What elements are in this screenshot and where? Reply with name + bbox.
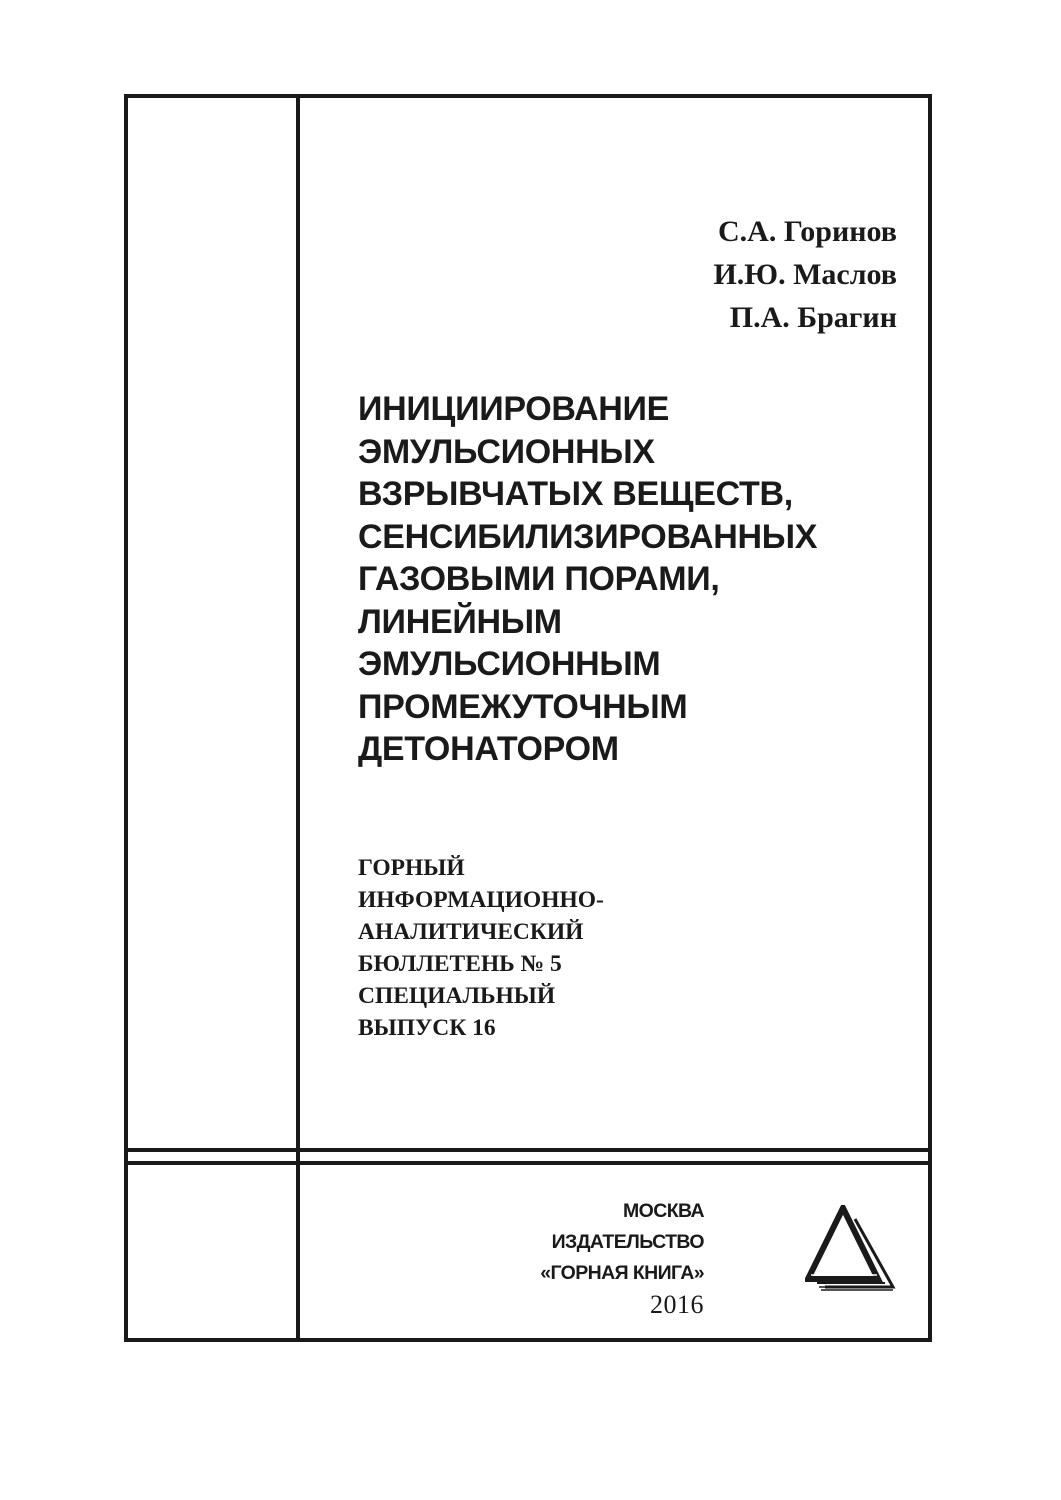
imprint-city: МОСКВА <box>623 1200 704 1222</box>
frame-horizontal-divider-top <box>124 1148 932 1152</box>
series-line: БЮЛЛЕТЕНЬ № 5 <box>358 951 562 977</box>
title-line: ВЗРЫВЧАТЫХ ВЕЩЕСТВ, <box>358 475 793 513</box>
title-line: ЭМУЛЬСИОННЫХ <box>358 432 655 471</box>
series-block <box>358 852 758 1044</box>
frame-vertical-divider <box>296 94 300 1342</box>
book-title <box>358 388 918 771</box>
series-line: АНАЛИТИЧЕСКИЙ <box>358 919 584 945</box>
imprint-block <box>540 1196 704 1320</box>
title-line: СЕНСИБИЛИЗИРОВАННЫХ <box>358 517 818 556</box>
imprint-year: 2016 <box>650 1290 704 1319</box>
series-line: ВЫПУСК 16 <box>358 1015 496 1041</box>
title-line: ДЕТОНАТОРОМ <box>358 730 619 768</box>
imprint-publisher-name: «ГОРНАЯ КНИГА» <box>540 1262 704 1284</box>
title-line: ПРОМЕЖУТОЧНЫМ <box>358 687 688 726</box>
title-line: ИНИЦИИРОВАНИЕ <box>358 390 669 428</box>
title-line: ЛИНЕЙНЫМ <box>358 602 562 641</box>
author-name: С.А. Горинов <box>718 215 897 248</box>
series-line: ГОРНЫЙ <box>358 855 465 881</box>
imprint-publisher-label: ИЗДАТЕЛЬСТВО <box>551 1231 704 1253</box>
author-name: И.Ю. Маслов <box>713 258 897 291</box>
series-line: СПЕЦИАЛЬНЫЙ <box>358 983 556 1009</box>
series-line: ИНФОРМАЦИОННО- <box>358 887 604 913</box>
authors-block <box>713 210 897 339</box>
publisher-logo-icon <box>805 1205 897 1291</box>
frame-horizontal-divider-bottom <box>124 1161 932 1165</box>
title-line: ЭМУЛЬСИОННЫМ <box>358 645 661 683</box>
author-name: П.А. Брагин <box>729 301 897 334</box>
title-line: ГАЗОВЫМИ ПОРАМИ, <box>358 560 720 598</box>
